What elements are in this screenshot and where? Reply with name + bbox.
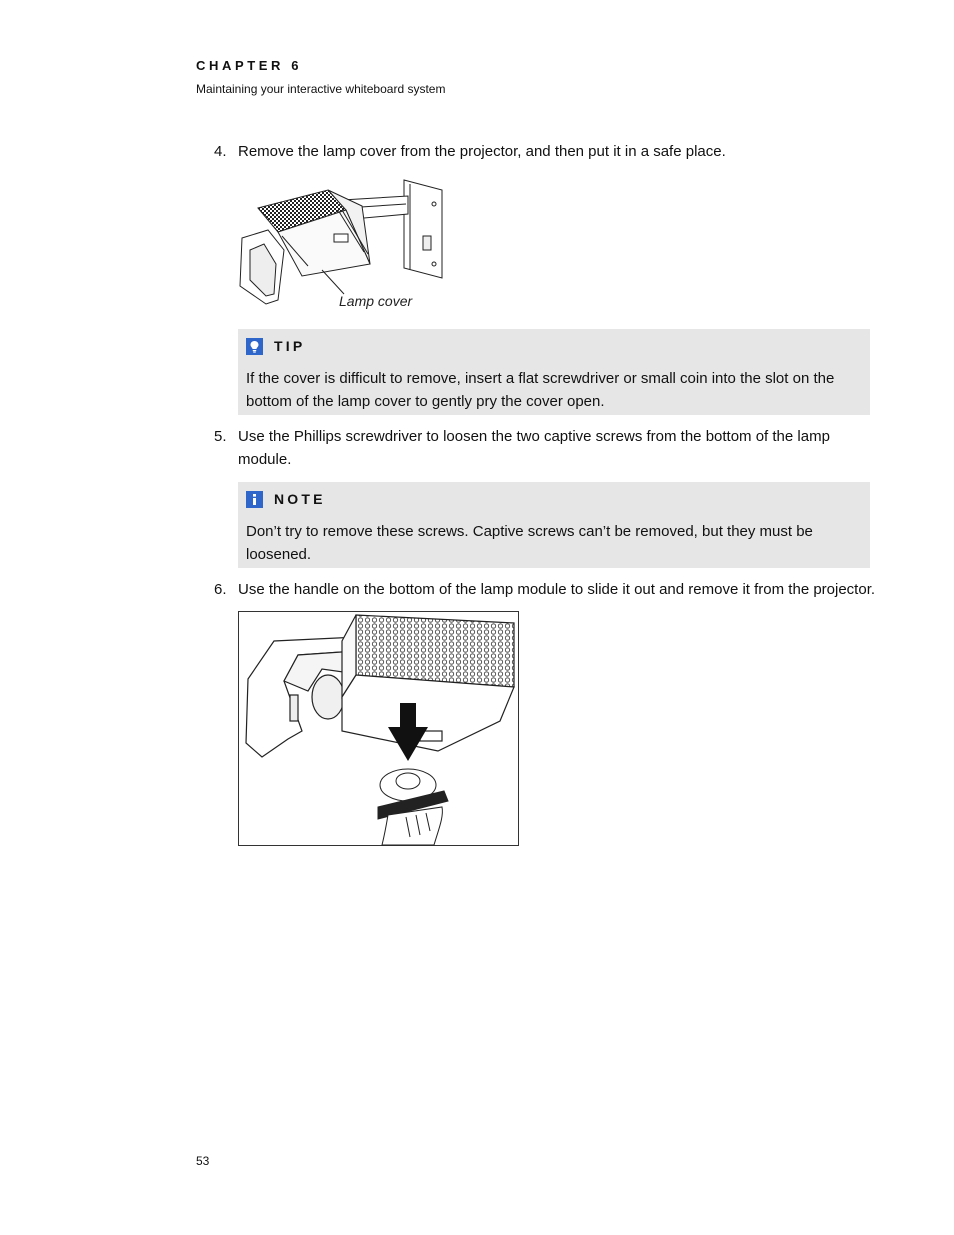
lightbulb-icon	[246, 338, 263, 355]
step-text: Use the Phillips screwdriver to loosen the two captive screws from the bottom of the lamp module.	[238, 428, 830, 468]
step-text: Remove the lamp cover from the projector, and then put it in a safe place.	[238, 143, 726, 160]
step-text: Use the handle on the bottom of the lamp module to slide it out and remove it from the projector.	[238, 581, 876, 598]
info-icon	[246, 491, 263, 508]
lamp-module-removal-illustration	[238, 611, 519, 846]
step-4	[214, 140, 874, 163]
step-number: 5.	[214, 428, 227, 445]
figure-caption: Lamp cover	[339, 293, 413, 309]
note-box	[238, 482, 870, 568]
tip-header	[246, 337, 305, 355]
step-5	[214, 425, 874, 471]
note-title: NOTE	[274, 491, 326, 507]
tip-box	[238, 329, 870, 415]
step-number: 6.	[214, 581, 227, 598]
step-6	[214, 578, 884, 601]
chapter-title: Maintaining your interactive whiteboard system	[196, 82, 446, 96]
tip-title: TIP	[274, 338, 306, 354]
tip-body: If the cover is difficult to remove, insert a flat screwdriver or small coin into the slot on the bottom of the lamp cover to gently pry the cover open.	[246, 370, 835, 410]
note-body: Don’t try to remove these screws. Captive screws can’t be removed, but they must be loosened.	[246, 523, 813, 563]
chapter-label: CHAPTER 6	[196, 58, 303, 73]
page-number: 53	[196, 1154, 210, 1168]
step-number: 4.	[214, 143, 227, 160]
note-header	[246, 490, 326, 508]
